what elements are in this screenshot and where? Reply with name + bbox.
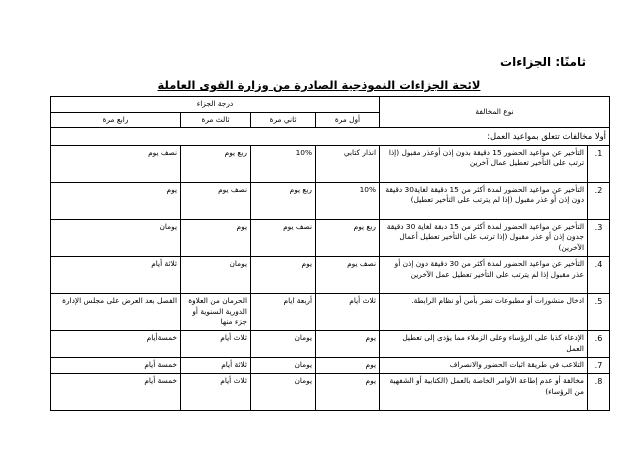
penalty-first: يوم — [316, 331, 380, 357]
table-row — [51, 182, 610, 219]
row-number: 3. — [588, 219, 610, 256]
section-row — [51, 128, 610, 145]
row-number: 6. — [588, 331, 610, 357]
penalty-second: يومان — [251, 331, 316, 357]
penalty-second: 10% — [251, 145, 316, 182]
second-time-header: ثاني مرة — [251, 112, 316, 128]
penalty-first: 10% — [316, 182, 380, 219]
penalty-third: الحرمان من العلاوة الدورية السنوية أو جزء منها — [181, 293, 251, 330]
penalty-third: يوم — [181, 219, 251, 256]
penalty-degree-header: درجة الجزاء — [51, 97, 380, 113]
penalty-first: ثلاث أيام — [316, 293, 380, 330]
penalty-third: ربع يوم — [181, 145, 251, 182]
penalty-first: يوم — [316, 357, 380, 374]
table-row — [51, 256, 610, 293]
penalty-fourth: خمسةأيام — [51, 331, 181, 357]
violation-cell: ادخال منشورات أو مطبوعات تضر بأمن أو نظام الرابطة. — [380, 293, 588, 330]
penalty-second: أربعة ايام — [251, 293, 316, 330]
penalties-table — [50, 96, 610, 411]
first-time-header: أول مرة — [316, 112, 380, 128]
table-row — [51, 219, 610, 256]
penalty-fourth: خمسة أيام — [51, 374, 181, 411]
violation-cell: التأخير عن مواعيد الحضور 15 دقيقة بدون إذن أوعذر مقبول (إذا ترتب على التأخير تعطيل عمال آخرين — [380, 145, 588, 182]
penalty-fourth: نصف يوم — [51, 145, 181, 182]
row-number: 1. — [588, 145, 610, 182]
penalty-second: يومان — [251, 357, 316, 374]
table-row — [51, 293, 610, 330]
penalty-third: يومان — [181, 256, 251, 293]
penalty-first: انذار كتابي — [316, 145, 380, 182]
penalty-first: يوم — [316, 374, 380, 411]
penalty-first: ربع يوم — [316, 219, 380, 256]
table-row — [51, 357, 610, 374]
table-row — [51, 145, 610, 182]
violation-cell: التأخير عن مواعيد الحضور لمدة أكثر من 15 دبقة لغاية 30 دقيقة جدون إذن أو عذر مقبول (إذا ترتب على التأخير تعطيل أعمال الآخرين) — [380, 219, 588, 256]
violation-cell: التلاعب في طريقة اثبات الحضور والانصراف — [380, 357, 588, 374]
row-number: 8. — [588, 374, 610, 411]
table-row — [51, 331, 610, 357]
penalty-fourth: الفصل بعد العرض على مجلس الإدارة — [51, 293, 181, 330]
violation-type-header: نوع المخالفة — [380, 97, 610, 128]
penalty-third: نصف يوم — [181, 182, 251, 219]
penalty-third: ثلاثة أيام — [181, 357, 251, 374]
penalty-third: ثلاث أيام — [181, 374, 251, 411]
violation-cell: التأخير عن مواعيد الحضور لمدة أكثر من 30 دقيقة دون إذن أو عذر مقبول إذا لم يترتب على التأخير تعطيل عمل الآخرين — [380, 256, 588, 293]
penalty-fourth: خمسة أيام — [51, 357, 181, 374]
row-number: 4. — [588, 256, 610, 293]
penalty-second: يومان — [251, 374, 316, 411]
table-row — [51, 374, 610, 411]
row-number: 2. — [588, 182, 610, 219]
penalty-second: ربع يوم — [251, 182, 316, 219]
violation-cell: مخالفة أو عدم إطاعة الأوامر الخاصة بالعمل (الكتابية أو الشفهية من الرؤساء) — [380, 374, 588, 411]
penalty-first: نصف يوم — [316, 256, 380, 293]
penalty-fourth: ثلاثة أيام — [51, 256, 181, 293]
third-time-header: ثالث مرة — [181, 112, 251, 128]
violation-cell: التأخير عن مواعيد الحضور لمدة أكثر من 15 دقيقة لغاية30 دقيقة دون إذن أو عذر مقبول (إذا لم يترتب على التأخير تعطيل) — [380, 182, 588, 219]
penalty-second: يوم — [251, 256, 316, 293]
penalty-third: ثلاث أيام — [181, 331, 251, 357]
penalty-fourth: يومان — [51, 219, 181, 256]
section-heading: ثامنًا: الجزاءات — [500, 55, 586, 69]
row-number: 5. — [588, 293, 610, 330]
violation-cell: الإدعاء كذبا على الرؤساء وعلى الزملاء مما يؤدى إلى تعطيل العمل — [380, 331, 588, 357]
document-title: لائحة الجزاءات النموذجية الصادرة من وزارة القوى العاملة — [157, 78, 481, 92]
penalty-fourth: يوم — [51, 182, 181, 219]
fourth-time-header: رابع مرة — [51, 112, 181, 128]
table-header-row — [51, 97, 610, 113]
row-number: 7. — [588, 357, 610, 374]
section-title: أولا مخالفات تتعلق بمواعيد العمل: — [51, 128, 610, 145]
penalty-second: نصف يوم — [251, 219, 316, 256]
